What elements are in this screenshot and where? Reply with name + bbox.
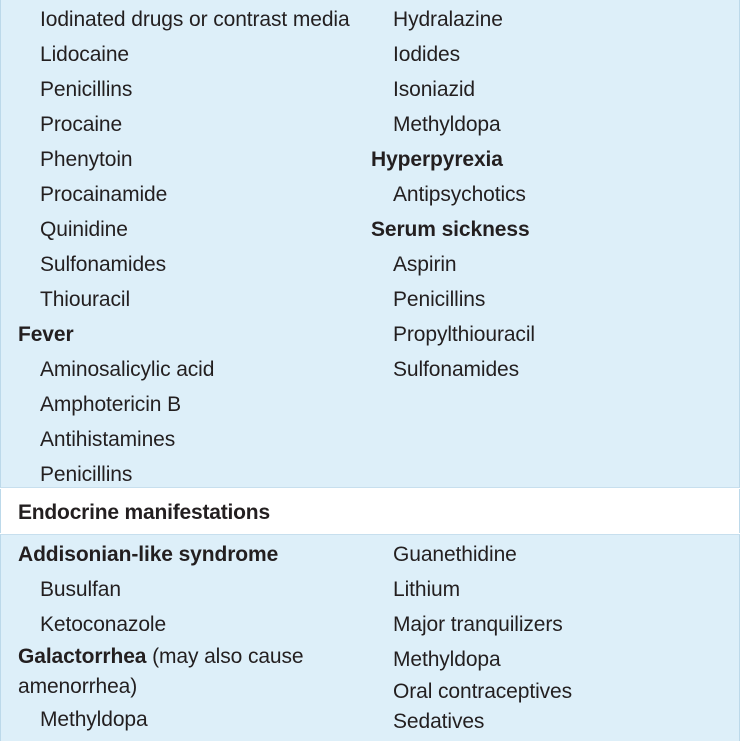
galactorrhea-note-continued: amenorrhea) — [18, 675, 138, 698]
list-item: Oral contraceptives — [393, 680, 573, 703]
list-item: Methyldopa — [393, 648, 501, 671]
list-item: Major tranquilizers — [393, 613, 563, 636]
list-item: Iodides — [393, 43, 461, 66]
galactorrhea-heading: Galactorrhea — [18, 645, 147, 668]
list-item: Thiouracil — [40, 288, 131, 311]
list-item: Aminosalicylic acid — [40, 358, 215, 381]
right-tight-group — [371, 677, 572, 737]
list-item: Sulfonamides — [393, 358, 520, 381]
list-item: Procainamide — [40, 183, 168, 206]
galactorrhea-note: (may also cause — [146, 645, 304, 668]
section-header — [0, 489, 740, 533]
list-item: Sulfonamides — [40, 253, 167, 276]
list-item: Penicillins — [393, 288, 486, 311]
top-right-column — [371, 2, 535, 387]
list-item: Methyldopa — [40, 708, 148, 731]
list-item: Iodinated drugs or contrast media — [40, 8, 350, 31]
list-item: Guanethidine — [393, 543, 517, 566]
list-item: Busulfan — [40, 578, 121, 601]
category-heading: Serum sickness — [371, 218, 530, 241]
category-heading: Hyperpyrexia — [371, 148, 503, 171]
list-item: Propylthiouracil — [393, 323, 535, 346]
list-item: Lithium — [393, 578, 460, 601]
list-item: Quinidine — [40, 218, 128, 241]
list-item: Lidocaine — [40, 43, 130, 66]
list-item: Amphotericin B — [40, 393, 181, 416]
list-item: Methyldopa — [393, 113, 501, 136]
top-left-column — [18, 2, 350, 492]
list-item: Antipsychotics — [393, 183, 526, 206]
section-title: Endocrine manifestations — [18, 501, 270, 524]
list-item: Penicillins — [40, 463, 133, 486]
galactorrhea-heading-line — [18, 642, 304, 672]
list-item: Phenytoin — [40, 148, 133, 171]
list-item: Hydralazine — [393, 8, 503, 31]
list-item: Isoniazid — [393, 78, 475, 101]
list-item: Penicillins — [40, 78, 133, 101]
list-item: Aspirin — [393, 253, 457, 276]
list-item: Ketoconazole — [40, 613, 167, 636]
list-item: Antihistamines — [40, 428, 176, 451]
addisonian-heading: Addisonian-like syndrome — [18, 543, 279, 566]
list-item: Procaine — [40, 113, 123, 136]
bottom-right-column — [371, 537, 572, 737]
list-item: Sedatives — [393, 710, 485, 733]
category-heading: Fever — [18, 323, 74, 346]
bottom-left-column — [18, 537, 304, 737]
bottom-panel — [0, 534, 740, 741]
